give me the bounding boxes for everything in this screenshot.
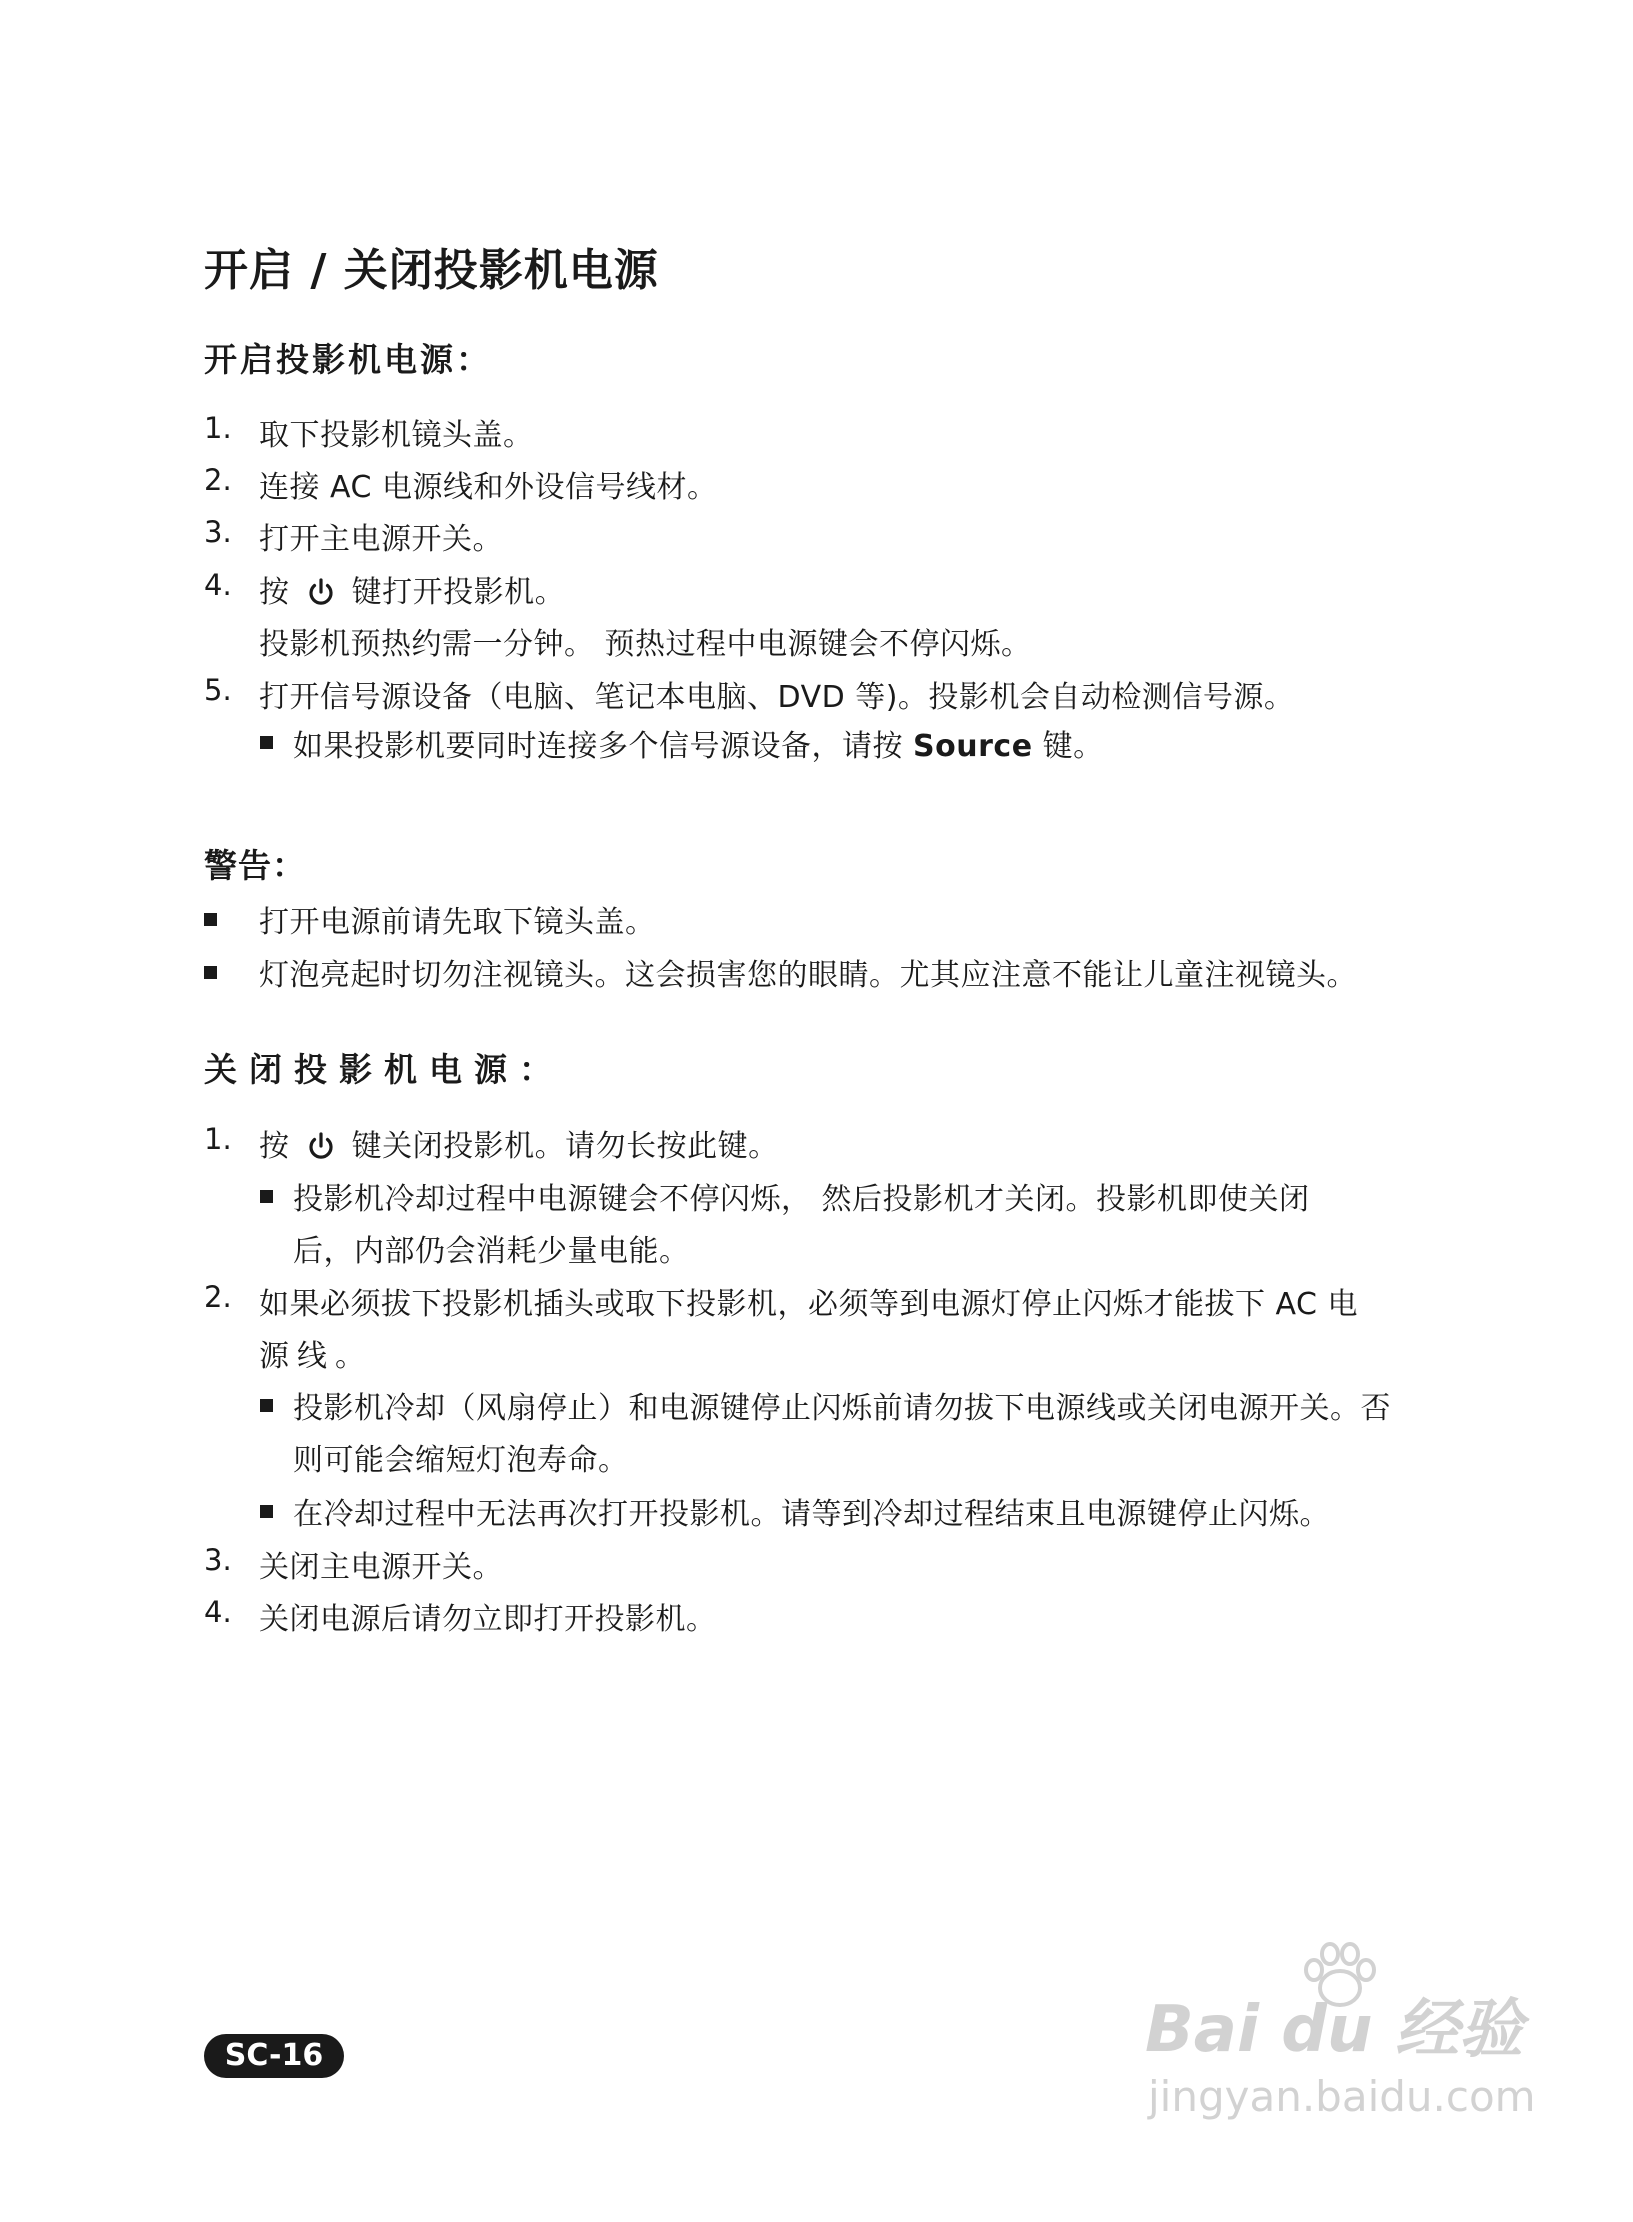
step-text — [259, 567, 565, 611]
warning-heading: 警告： — [204, 846, 306, 885]
bullet-text — [293, 721, 1104, 765]
step-note: 投影机预热约需一分钟。 预热过程中电源键会不停闪烁。 — [259, 627, 1032, 662]
step-text-after: 键打开投影机。 — [351, 575, 566, 610]
power-off-heading: 关闭投影机电源： — [204, 1050, 564, 1089]
bullet-text: 投影机冷却过程中电源键会不停闪烁， 然后投影机才关闭。投影机即使关闭 — [293, 1182, 1310, 1217]
step-number: 4. — [204, 568, 232, 602]
step-number: 4. — [204, 1595, 232, 1629]
page-number-badge: SC-16 — [204, 2034, 344, 2078]
step-text-before: 按 — [259, 1129, 290, 1164]
step-number: 3. — [204, 515, 232, 549]
step-text — [259, 1121, 779, 1165]
bullet-text: 后，内部仍会消耗少量电能。 — [293, 1234, 690, 1269]
bullet-text: 则可能会缩短灯泡寿命。 — [293, 1443, 629, 1478]
step-number: 3. — [204, 1543, 232, 1577]
step-number: 2. — [204, 463, 232, 497]
warning-item: 打开电源前请先取下镜头盖。 — [259, 905, 656, 940]
watermark-url: jingyan.baidu.com — [1148, 2072, 1536, 2121]
step-number: 1. — [204, 1122, 232, 1156]
watermark-logo-text: Bai du 经验 — [1145, 1993, 1523, 2067]
bullet-square — [204, 911, 217, 930]
source-key-label: Source — [913, 729, 1033, 764]
step-number: 2. — [204, 1280, 232, 1314]
step-text: 关闭主电源开关。 — [259, 1550, 503, 1585]
power-on-heading: 开启投影机电源： — [204, 340, 492, 379]
step-text: 取下投影机镜头盖。 — [259, 418, 534, 453]
bullet-text: 在冷却过程中无法再次打开投影机。请等到冷却过程结束且电源键停止闪烁。 — [293, 1497, 1330, 1532]
bullet-square — [260, 1397, 273, 1416]
step-text: 关闭电源后请勿立即打开投影机。 — [259, 1602, 717, 1637]
step-text: 源线。 — [259, 1339, 373, 1374]
step-text: 连接 AC 电源线和外设信号线材。 — [259, 470, 718, 505]
step-text: 打开主电源开关。 — [259, 522, 503, 557]
bullet-square — [204, 964, 217, 983]
bullet-text: 投影机冷却（风扇停止）和电源键停止闪烁前请勿拔下电源线或关闭电源开关。否 — [293, 1391, 1391, 1426]
power-icon — [306, 1131, 336, 1161]
bullet-text-after: 键。 — [1042, 729, 1104, 764]
bullet-square — [260, 734, 273, 753]
step-text: 打开信号源设备（电脑、笔记本电脑、DVD 等)。投影机会自动检测信号源。 — [259, 680, 1295, 715]
page-title: 开启 / 关闭投影机电源 — [204, 245, 659, 296]
bullet-square — [260, 1188, 273, 1207]
step-text-after: 键关闭投影机。请勿长按此键。 — [351, 1129, 779, 1164]
step-text-before: 按 — [259, 575, 290, 610]
warning-item: 灯泡亮起时切勿注视镜头。这会损害您的眼睛。尤其应注意不能让儿童注视镜头。 — [259, 958, 1357, 993]
step-text: 如果必须拔下投影机插头或取下投影机，必须等到电源灯停止闪烁才能拔下 AC 电 — [259, 1287, 1359, 1322]
bullet-square — [260, 1503, 273, 1522]
step-number: 5. — [204, 673, 232, 707]
step-number: 1. — [204, 411, 232, 445]
power-icon — [306, 577, 336, 607]
bullet-text-before: 如果投影机要同时连接多个信号源设备，请按 — [293, 729, 903, 764]
